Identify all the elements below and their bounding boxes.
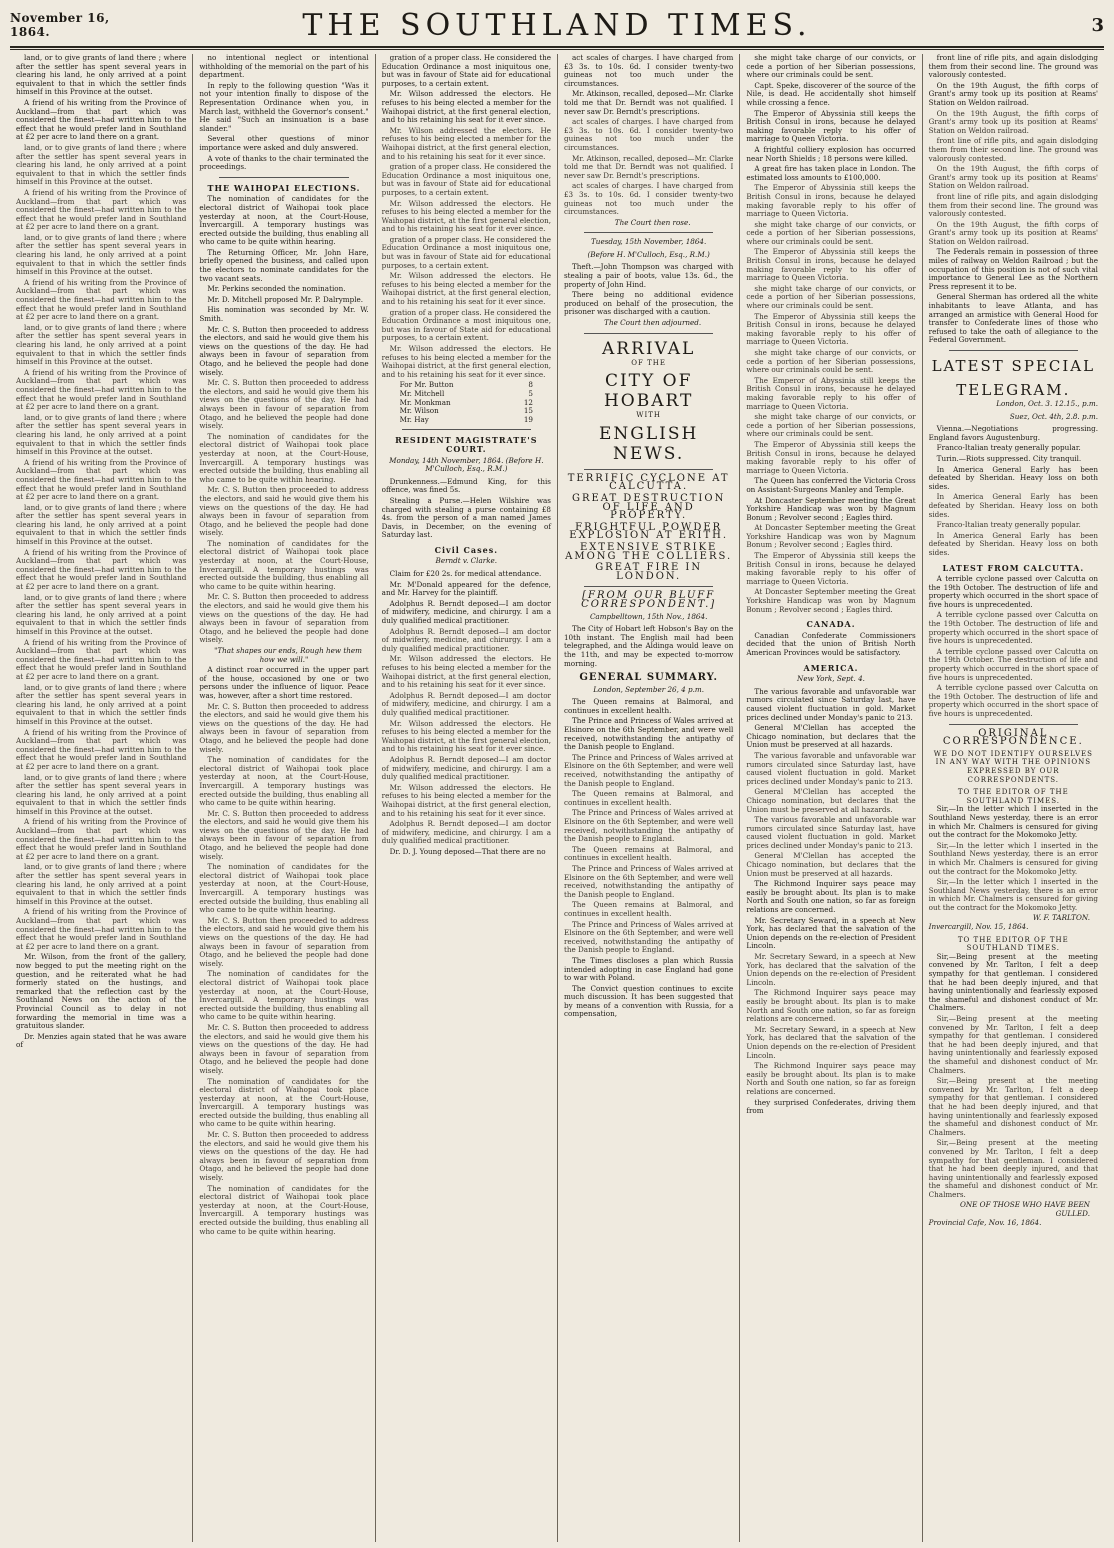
article-paragraph: land, or to give grants of land there ; where after the settler has spent several years in clearing his land, he only arrived at a point equivalent to that in which the settler finds himself in this Province at the outset.	[16, 54, 187, 97]
verse-quote: "That shapes our ends, Rough hew them how we will."	[214, 646, 362, 664]
article-paragraph: The Prince and Princess of Wales arrived at Elsinore on the 6th September, and were well received, notwithstanding the antipathy of the Danish people to England.	[563, 808, 734, 844]
article-continuation	[382, 127, 551, 380]
case-name: Berndt v. Clarke.	[435, 556, 498, 566]
article-paragraph: The nomination of candidates for the electoral district of Waihopai took place yesterday at noon, at the Court-House, Invercargill. A temporary hustings was erected outside the building, thus enabling all who came to be quite within hearing.	[199, 755, 369, 808]
to-the-editor: TO THE EDITOR OF THE SOUTHLAND TIMES.	[957, 935, 1069, 953]
poll-row: For Mr. Button 8	[399, 380, 533, 390]
article-paragraph: Mr. C. S. Button then proceeded to address the electors, and said he would give them his views on the questions of the day. He had always been in favour of separation from Otago, and he believed the people had done wisely.	[199, 808, 369, 861]
article-continuation	[16, 144, 186, 951]
article-continuation	[746, 524, 915, 614]
article-paragraph: Mr. Wilson, from the front of the gallery, now begged to put the meeting right on the question, and he reiterated what he had formerly stated on the hustings, and remarked that the reflection cast by the Southland News on the action of the Provincial Council as to delay in not forwarding the memorial in time was a gratuitous slander.	[16, 952, 187, 1031]
article-paragraph: In America General Early has been defeated by Sheridan. Heavy loss on both sides.	[928, 492, 1098, 519]
article-paragraph: Dr. Menzies again stated that he was aware of	[16, 1031, 187, 1050]
article-paragraph: A terrible cyclone passed over Calcutta on the 19th October. The destruction of life and property which occurred in the short space of five hours is unprecedented.	[928, 610, 1098, 646]
article-paragraph: Adolphus R. Berndt deposed—I am doctor of midwifery, medicine, and chirurgy. I am a duly qualified medical practitioner.	[381, 819, 551, 846]
headline-general-summary: GENERAL SUMMARY.	[579, 672, 718, 684]
letter-paragraph: Sir,—Being present at the meeting convened by Mr. Tarlton, I felt a deep sympathy for that gentleman. I considered that he had been deeply injured, and that having unintentionally and fearlessly exposed the shameful and dishonest conduct of Mr. Chalmers.	[928, 1014, 1098, 1075]
letter-paragraph: Sir,—Being present at the meeting convened by Mr. Tarlton, I felt a deep sympathy for that gentleman. I considered that he had been deeply injured, and that having unintentionally and fearlessly exposed the shameful and dishonest conduct of Mr. Chalmers.	[928, 1138, 1098, 1199]
article-paragraph: A friend of his writing from the Province of Auckland—from that part which was considered the finest—had written him to the effect that he would prefer land in Southland at £2 per acre to land there on a grant.	[16, 907, 187, 951]
article-paragraph: The Emperor of Abyssinia still keeps the British Consul in irons, because he delayed making favorable reply to his offer of marriage to Queen Victoria.	[746, 439, 916, 475]
article-paragraph: In America General Early has been defeated by Sheridan. Heavy loss on both sides.	[928, 464, 1098, 491]
letter-continuation	[929, 842, 1098, 913]
article-paragraph: At Doncaster September meeting the Great Yorkshire Handicap was won by Magnum Bonum ; Revolver second ; Eagles third.	[746, 523, 916, 550]
subhead-destruction: GREAT DESTRUCTION OF LIFE AND PROPERTY.	[571, 493, 726, 522]
poll-row: Mr. Wilson 15	[399, 406, 533, 416]
correspondent-line: [FROM OUR BLUFF CORRESPONDENT.]	[581, 590, 717, 610]
column-4	[557, 54, 739, 1542]
article-continuation	[564, 754, 733, 955]
article-paragraph: Mr. C. S. Button then proceeded to address the electors, and said he would give them his views on the questions of the day. He had always been in favour of separation from Otago, and he believed the people had done wisely.	[199, 1022, 369, 1075]
article-paragraph: A frightful colliery explosion has occurred near North Shields ; 18 persons were killed.	[746, 144, 916, 163]
article-paragraph: Mr. Wilson addressed the electors. He refuses to his being elected a member for the Waihopai district, at the first general election, and to his retaining his seat for it ever since.	[381, 654, 551, 690]
poll-result-table	[400, 381, 533, 424]
article-continuation	[382, 628, 551, 846]
issue-date: November 16, 1864.	[10, 11, 110, 39]
article-paragraph: she might take charge of our convicts, or cede a portion of her Siberian possessions, where our criminals could be sent.	[746, 54, 916, 80]
court-dateline: Tuesday, 15th November, 1864.	[591, 237, 707, 247]
disclaimer: WE DO NOT IDENTIFY OURSELVES IN ANY WAY WITH THE OPINIONS EXPRESSED BY OUR CORRESPONDENTS.	[933, 749, 1093, 784]
article-continuation	[929, 493, 1098, 557]
column-3	[375, 54, 557, 1542]
subhead-fire: GREAT FIRE IN LONDON.	[595, 562, 703, 582]
article-paragraph: Mr. Secretary Seward, in a speech at New York, has declared that the salvation of the Union depends on the re-election of President Lincoln.	[746, 915, 916, 951]
article-paragraph: she might take charge of our convicts, or cede a portion of her Siberian possessions, where our criminals could be sent.	[746, 219, 916, 246]
headline-telegram: TELEGRAM.	[956, 381, 1071, 399]
article-paragraph: The Convict question continues to excite much discussion. It has been suggested that by means of a convention with Russia, for a compensation,	[563, 983, 734, 1019]
masthead-rule	[10, 49, 1104, 50]
column-6	[922, 54, 1104, 1542]
column-2	[192, 54, 374, 1542]
headline-waihopai-elections: THE WAIHOPAI ELECTIONS.	[207, 182, 361, 193]
letter-paragraph: Sir,—In the letter which I inserted in the Southland News yesterday, there is an error in which Mr. Chalmers is censured for giving out the contract for the Mokomoko Jetty.	[928, 840, 1098, 876]
article-paragraph: His nomination was seconded by Mr. W. Smith.	[199, 305, 369, 324]
letter-paragraph: Sir,—Being present at the meeting convened by Mr. Tarlton, I felt a deep sympathy for that gentleman. I considered that he had been deeply injured, and that having unintentionally and fearlessly exposed the shameful and dishonest conduct of Mr. Chalmers.	[928, 1076, 1098, 1137]
article-paragraph: The Federals remain in possession of three miles of railway on Weldon Railroad ; but the occupation of this position is not of such vital importance to General Lee as the Northern Press represent it to be.	[928, 247, 1098, 291]
article-paragraph: A vote of thanks to the chair terminated the proceedings.	[199, 153, 369, 172]
article-paragraph: The various favorable and unfavorable war rumors circulated since Saturday last, have caused violent fluctuation in gold. Market prices declined under Monday's panic to 213.	[746, 815, 916, 850]
article-paragraph: Mr. Wilson addressed the electors. He refuses to his being elected a member for the Waihopai district, at the first general election, and to his retaining his seat for it ever since.	[381, 271, 551, 307]
section-divider	[584, 469, 713, 470]
article-paragraph: A friend of his writing from the Province of Auckland—from that part which was considered the finest—had written him to the effect that he would prefer land in Southland at £2 per acre to land there on a grant.	[16, 547, 187, 592]
article-paragraph: The Queen has conferred the Victoria Cross on Assistant-Surgeons Manley and Temple.	[746, 476, 916, 494]
article-continuation	[199, 703, 368, 1237]
subhead-cyclone: TERRIFIC CYCLONE AT CALCUTTA.	[567, 472, 730, 493]
article-paragraph: act scales of charges. I have charged from £3 3s. to 10s. 6d. I consider twenty-two guineas not too much under the circumstances.	[563, 54, 734, 88]
article-paragraph: Mr. C. S. Button then proceeded to address the electors, and said he would give them his views on the questions of the day. He had always been in favour of separation from Otago, and he believed the people had done wisely.	[199, 324, 369, 377]
article-paragraph: Mr. Secretary Seward, in a speech at New York, has declared that the salvation of the Union depends on the re-election of President Lincoln.	[746, 1024, 916, 1060]
section-divider	[219, 177, 348, 178]
article-paragraph: land, or to give grants of land there ; where after the settler has spent several years in clearing his land, he only arrived at a point equivalent to that in which the settler finds himself in this Province at the outset.	[16, 682, 187, 726]
court-adjourned: The Court then adjourned.	[604, 318, 702, 328]
article-paragraph: act scales of charges. I have charged from £3 3s. to 10s. 6d. I consider twenty-two guineas not too much under the circumstances.	[563, 117, 734, 152]
article-continuation	[929, 611, 1098, 718]
headline-city-of-hobart: CITY OF HOBART	[603, 371, 694, 412]
article-paragraph: A terrible cyclone passed over Calcutta on the 19th October. The destruction of life and property which occurred in the short space of five hours is unprecedented.	[928, 574, 1098, 609]
headline-with: WITH	[636, 411, 662, 420]
poll-row: Mr. Mitchell 5	[399, 388, 533, 398]
dateline: London, September 26, 4 p.m.	[593, 684, 705, 694]
article-continuation	[746, 184, 915, 475]
article-paragraph: Mr. C. S. Button then proceeded to address the electors, and said he would give them his views on the questions of the day. He had always been in favour of separation from Otago, and he believed the people had done wisely.	[199, 378, 369, 431]
article-paragraph: The nomination of candidates for the electoral district of Waihopai took place yesterday at noon, at the Court-House, Invercargill. A temporary hustings was erected outside the building, thus enabling all who came to be quite within hearing.	[199, 538, 369, 591]
article-paragraph: land, or to give grants of land there ; where after the settler has spent several years in clearing his land, he only arrived at a point equivalent to that in which the settler finds himself in this Province at the outset.	[16, 772, 187, 816]
article-paragraph: Mr. Wilson addressed the electors. He refuses to his being elected a member for the Waihopai district, at the first general election, and to his retaining his seat for it ever since.	[381, 344, 551, 379]
article-paragraph: There being no additional evidence produced on behalf of the prosecution, the prisoner was discharged with a caution.	[563, 290, 734, 317]
article-paragraph: Adolphus R. Berndt deposed—I am doctor of midwifery, medicine, and chirurgy. I am a duly qualified medical practitioner.	[381, 598, 551, 626]
article-paragraph: Mr. Wilson addressed the electors. He refuses to his being elected a member for the Waihopai district, at the first general election, and to his retaining his seat for it ever since.	[381, 89, 551, 125]
article-paragraph: A friend of his writing from the Province of Auckland—from that part which was considered the finest—had written him to the effect that he would prefer land in Southland at £2 per acre to land there on a grant.	[16, 637, 187, 681]
article-paragraph: Mr. Wilson addressed the electors. He refuses to his being elected a member for the Waihopai district, at the first general election, and to his retaining his seat for it ever since.	[381, 198, 551, 234]
article-paragraph: Mr. Atkinson, recalled, deposed—Mr. Clarke told me that Dr. Berndt was not qualified. I never saw Dr. Berndt's prescriptions.	[563, 89, 734, 116]
article-paragraph: land, or to give grants of land there ; where after the settler has spent several years in clearing his land, he only arrived at a point equivalent to that in which the settler finds himself in this Province at the outset.	[16, 412, 187, 457]
article-paragraph: The nomination of candidates for the electoral district of Waihopai took place yesterday at noon, at the Court-House, Invercargill. A temporary hustings was erected outside the building, thus enabling all who came to be quite within hearing.	[199, 194, 369, 247]
section-divider	[402, 429, 531, 430]
article-paragraph: A friend of his writing from the Province of Auckland—from that part which was considered the finest—had written him to the effect that he would prefer land in Southland at £2 per acre to land there on a grant.	[16, 457, 187, 502]
article-paragraph: A terrible cyclone passed over Calcutta on the 19th October. The destruction of life and property which occurred in the short space of five hours is unprecedented.	[928, 683, 1098, 718]
section-divider	[584, 333, 713, 334]
article-paragraph: A friend of his writing from the Province of Auckland—from that part which was considered the finest—had written him to the effect that he would prefer land in Southland at £2 per acre to land there on a grant.	[16, 367, 187, 412]
section-divider	[949, 724, 1078, 725]
column-5	[739, 54, 921, 1542]
subhead-explosion: FRIGHTFUL POWDER EXPLOSION AT ERITH.	[569, 521, 729, 542]
article-paragraph: Mr. Wilson addressed the electors. He refuses to his being elected a member for the Waihopai district, at the first general election, and to his retaining his seat for it ever since.	[381, 782, 551, 818]
article-paragraph: gration of a proper class. He considered the Education Ordinance a most iniquitous one, but was in favour of State aid for educational purposes, to a certain extent.	[381, 54, 551, 88]
article-paragraph: Adolphus R. Berndt deposed—I am doctor of midwifery, medicine, and chirurgy. I am a duly qualified medical practitioner.	[381, 626, 551, 653]
article-paragraph: The nomination of candidates for the electoral district of Waihopai took place yesterday at noon, at the Court-House, Invercargill. A temporary hustings was erected outside the building, thus enabling all who came to be quite within hearing.	[199, 1076, 369, 1129]
article-paragraph: The Times discloses a plan which Russia intended adopting in case England had gone to war with Poland.	[563, 955, 734, 983]
article-paragraph: The Prince and Princess of Wales arrived at Elsinore on the 6th September, and were well received, notwithstanding the antipathy of the Danish people to England.	[563, 863, 734, 899]
dateline: Campbelltown, 15th Nov., 1864.	[589, 611, 708, 621]
article-paragraph: On the 19th August, the fifth corps of Grant's army took up its position at Reams' Station on Weldon railroad.	[928, 80, 1098, 107]
article-paragraph: The Emperor of Abyssinia still keeps the British Consul in irons, because he delayed making favorable reply to his offer of marriage to Queen Victoria.	[746, 311, 916, 347]
article-paragraph: Mr. C. S. Button then proceeded to address the electors, and said he would give them his views on the questions of the day. He had always been in favour of separation from Otago, and he believed the people had done wisely.	[199, 701, 369, 754]
article-paragraph: front line of rifle pits, and again dislodging them from their second line. The ground was valorously contested.	[928, 191, 1098, 219]
article-paragraph: land, or to give grants of land there ; where after the settler has spent several years in clearing his land, he only arrived at a point equivalent to that in which the settler finds himself in this Province at the outset.	[16, 232, 187, 277]
article-continuation	[746, 953, 915, 1097]
article-paragraph: The Prince and Princess of Wales arrived at Elsinore on the 6th September, and were well received, notwithstanding the antipathy of the Danish people to England.	[563, 919, 734, 955]
article-paragraph: The Richmond Inquirer says peace may easily be brought about. Its plan is to make North and South one nation, so far as foreign relations are concerned.	[746, 1061, 916, 1096]
article-paragraph: Canadian Confederate Commissioners decided that the union of British North American Provinces would be satisfactory.	[746, 630, 916, 657]
article-paragraph: A friend of his writing from the Province of Auckland—from that part which was considered the finest—had written him to the effect that he would prefer land in Southland at £2 per acre to land there on a grant.	[16, 277, 187, 322]
dateline: Suez, Oct. 4th, 2.8. p.m.	[1009, 411, 1098, 421]
article-paragraph: The Richmond Inquirer says peace may easily be brought about. Its plan is to make North and South one nation, so far as foreign relations are concerned.	[746, 879, 916, 915]
article-paragraph: land, or to give grants of land there ; where after the settler has spent several years in clearing his land, he only arrived at a point equivalent to that in which the settler finds himself in this Province at the outset.	[16, 322, 187, 367]
headline-civil-cases: Civil Cases.	[434, 544, 498, 555]
headline-canada: CANADA.	[806, 619, 856, 630]
article-paragraph: they surprised Confederates, driving them from	[746, 1097, 916, 1116]
article-paragraph: On the 19th August, the fifth corps of Grant's army took up its position at Reams' Station on Weldon railroad.	[928, 164, 1098, 191]
article-paragraph: front line of rifle pits, and again dislodging them from their second line. The ground was valorously contested.	[928, 136, 1098, 163]
article-continuation	[199, 379, 368, 645]
article-paragraph: At Doncaster September meeting the Great Yorkshire Handicap was won by Magnum Bonum ; Revolver second ; Eagles third.	[746, 587, 916, 614]
article-paragraph: In reply to the following question "Was it not your intention finally to dispose of the Representation Ordinance when you, in March last, withheld the Governor's consent." He said "Such an insinuation is a base slander."	[199, 80, 369, 133]
letter-place: Provincial Cafe, Nov. 16, 1864.	[928, 1217, 1042, 1227]
article-paragraph: Capt. Speke, discoverer of the source of the Nile, is dead. He accidentally shot himself while crossing a fence.	[746, 80, 916, 107]
article-paragraph: land, or to give grants of land there ; where after the settler has spent several years in clearing his land, he only arrived at a point equivalent to that in which the settler finds himself in this Province at the outset.	[16, 142, 187, 187]
article-paragraph: Mr. D. Mitchell proposed Mr. P. Dalrymple.	[207, 294, 364, 304]
section-divider	[584, 232, 713, 233]
article-continuation	[746, 752, 915, 878]
court-dateline: Monday, 14th November, 1864. (Before H. M'Culloch, Esq., R.M.)	[389, 455, 544, 474]
article-paragraph: The Queen remains at Balmoral, and continues in excellent health.	[563, 789, 734, 807]
article-paragraph: land, or to give grants of land there ; where after the settler has spent several years in clearing his land, he only arrived at a point equivalent to that in which the settler finds himself in this Province at the outset.	[16, 592, 187, 636]
article-continuation	[564, 118, 733, 217]
article-paragraph: Stealing a Purse.—Helen Wilshire was charged with stealing a purse containing £8 4s. from the person of a man named James Davis, in December, on the evening of Saturday last.	[381, 495, 551, 540]
article-paragraph: Dr. D. J. Young deposed—That there are no	[389, 846, 546, 856]
poll-row: Mr. Hay 19	[399, 414, 533, 424]
article-paragraph: Mr. Secretary Seward, in a speech at New York, has declared that the salvation of the Union depends on the re-election of President Lincoln.	[746, 952, 916, 987]
article-paragraph: At Doncaster September meeting the Great Yorkshire Handicap was won by Magnum Bonum ; Revolver second ; Eagles third.	[746, 495, 916, 522]
article-paragraph: she might take charge of our convicts, or cede a portion of her Siberian possessions, where our criminals could be sent.	[746, 348, 916, 375]
section-divider	[584, 586, 713, 587]
article-paragraph: The nomination of candidates for the electoral district of Waihopai took place yesterday at noon, at the Court-House, Invercargill. A temporary hustings was erected outside the building, thus enabling all who came to be quite within hearing.	[199, 1183, 369, 1236]
article-paragraph: The City of Hobart left Hobson's Bay on the 10th instant. The English mail had been telegraphed, and the Aldinga would leave on the 11th, and may be expected to-morrow morning.	[563, 624, 734, 668]
dateline: London, Oct. 3. 12.15., p.m.	[996, 399, 1098, 408]
article-paragraph: Turin.—Riots suppressed. City tranquil.	[936, 453, 1082, 463]
article-paragraph: Claim for £20 2s. for medical attendance.	[389, 569, 542, 579]
letter-place: Invercargill, Nov. 15, 1864.	[928, 922, 1029, 932]
article-paragraph: A friend of his writing from the Province of Auckland—from that part which was considered the finest—had written him to the effect that he would prefer land in Southland at £2 per acre to land there on a grant.	[16, 97, 187, 142]
article-paragraph: she might take charge of our convicts, or cede a portion of her Siberian possessions, where our criminals could be sent.	[746, 412, 916, 439]
article-paragraph: no intentional neglect or intentional withholding of the memorial on the part of his department.	[199, 54, 369, 80]
article-paragraph: General M'Clellan has accepted the Chicago nomination, but declares that the Union must be preserved at all hazards.	[746, 851, 916, 878]
headline-latest-special: LATEST SPECIAL	[931, 357, 1096, 375]
article-paragraph: A friend of his writing from the Province of Auckland—from that part which was considered the finest—had written him to the effect that he would prefer land in Southland at £2 per acre to land there on a grant.	[16, 727, 187, 771]
article-paragraph: she might take charge of our convicts, or cede a portion of her Siberian possessions, where our criminals could be sent.	[746, 283, 916, 311]
article-paragraph: Mr. Wilson addressed the electors. He refuses to his being elected a member for the Waihopai district, at the first general election, and to his retaining his seat for it ever since.	[381, 718, 551, 754]
article-paragraph: Mr. Wilson addressed the electors. He refuses to his being elected a member for the Waihopai district, at the first general election, and to his retaining his seat for it ever since.	[381, 125, 551, 161]
article-paragraph: The Returning Officer, Mr. John Hare, briefly opened the business, and called upon the electors to nominate candidates for the two vacant seats.	[199, 247, 369, 283]
article-paragraph: The Emperor of Abyssinia still keeps the British Consul in irons, because he delayed making favorable reply to his offer of marriage to Queen Victoria.	[746, 247, 916, 283]
letter-signature: ONE OF THOSE WHO HAVE BEEN GULLED.	[959, 1200, 1090, 1219]
article-paragraph: gration of a proper class. He considered the Education Ordinance a most iniquitous one, but was in favour of State aid for educational purposes, to a certain extent.	[381, 307, 551, 343]
article-paragraph: The Emperor of Abyssinia still keeps the British Consul in irons, because he delayed making favorable reply to his offer of marriage to Queen Victoria.	[746, 375, 916, 411]
article-paragraph: Mr. M'Donald appeared for the defence, and Mr. Harvey for the plaintiff.	[381, 579, 551, 598]
newspaper-columns	[10, 54, 1104, 1542]
headline-latest-from-calcutta: LATEST FROM CALCUTTA.	[942, 562, 1085, 573]
article-paragraph: land, or to give grants of land there ; where after the settler has spent several years in clearing his land, he only arrived at a point equivalent to that in which the settler finds himself in this Province at the outset.	[16, 502, 187, 547]
article-paragraph: General Sherman has ordered all the white inhabitants to leave Atlanta, and has arranged an armistice with General Hood for transfer to Confederate lines of those who refused to take the oath of allegiance to the Federal Government.	[928, 292, 1098, 345]
article-paragraph: On the 19th August, the fifth corps of Grant's army took up its position at Reams' Station on Weldon railroad.	[928, 219, 1098, 246]
article-paragraph: The Prince and Princess of Wales arrived at Elsinore on the 6th September, and were well received, notwithstanding the antipathy of the Danish people to England.	[563, 716, 734, 752]
article-paragraph: Adolphus R. Berndt deposed—I am doctor of midwifery, medicine, and chirurgy. I am a duly qualified medical practitioner.	[381, 754, 551, 782]
article-paragraph: A friend of his writing from the Province of Auckland—from that part which was considered the finest—had written him to the effect that he would prefer land in Southland at £2 per acre to land there on a grant.	[16, 187, 187, 232]
letter-paragraph: Sir,—In the letter which I inserted in the Southland News yesterday, there is an error in which Mr. Chalmers is censured for giving out the contract for the Mokomoko Jetty.	[928, 804, 1098, 840]
article-paragraph: A great fire has taken place in London. The estimated loss amounts to £100,000.	[746, 164, 916, 182]
court-rose: The Court then rose.	[614, 217, 691, 227]
article-paragraph: The nomination of candidates for the electoral district of Waihopai took place yesterday at noon, at the Court-House, Invercargill. A temporary hustings was erected outside the building, thus enabling all who came to be quite within hearing.	[199, 969, 369, 1022]
article-paragraph: Franco-Italian treaty generally popular.	[936, 520, 1081, 530]
letter-paragraph: Sir,—In the letter which I inserted in the Southland News yesterday, there is an error in which Mr. Chalmers is censured for giving out the contract for the Mokomoko Jetty.	[928, 877, 1098, 912]
article-paragraph: The nomination of candidates for the electoral district of Waihopai took place yesterday at noon, at the Court-House, Invercargill. A temporary hustings was erected outside the building, thus enabling all who came to be quite within hearing.	[199, 862, 369, 915]
article-paragraph: Mr. C. S. Button then proceeded to address the electors, and said he would give them his views on the questions of the day. He had always been in favour of separation from Otago, and he believed the people had done wisely.	[199, 915, 369, 968]
article-paragraph: The Emperor of Abyssinia still keeps the British Consul in irons, because he delayed making favorable reply to his offer of marriage to Queen Victoria.	[746, 551, 916, 586]
article-paragraph: Franco-Italian treaty generally popular.	[936, 443, 1081, 453]
article-paragraph: The various favorable and unfavorable war rumors circulated since Saturday last, have caused violent fluctuation in gold. Market prices declined under Monday's panic to 213.	[746, 750, 916, 786]
article-paragraph: The nomination of candidates for the electoral district of Waihopai took place yesterday at noon, at the Court-House, Invercargill. A temporary hustings was erected outside the building, thus enabling all who came to be quite within hearing.	[199, 431, 369, 484]
headline-of-the: OF THE	[631, 358, 667, 367]
letter-continuation	[929, 1015, 1098, 1199]
page-number: 3	[1091, 14, 1104, 36]
headline-english-news: ENGLISH NEWS.	[598, 423, 699, 464]
poll-row: Mr. Monkman 12	[399, 397, 533, 407]
masthead	[10, 4, 1104, 48]
article-paragraph: A terrible cyclone passed over Calcutta on the 19th October. The destruction of life and property which occurred in the short space of five hours is unprecedented.	[928, 646, 1098, 682]
dateline: New York, Sept. 4.	[797, 674, 865, 684]
article-paragraph: Mr. C. S. Button then proceeded to address the electors, and said he would give them his views on the questions of the day. He had always been in favour of separation from Otago, and he believed the people had done wisely.	[199, 592, 369, 645]
article-paragraph: In America General Early has been defeated by Sheridan. Heavy loss on both sides.	[928, 530, 1098, 557]
court-magistrate: (Before H. M'Culloch, Esq., R.M.)	[587, 249, 710, 259]
to-the-editor: TO THE EDITOR OF THE SOUTHLAND TIMES.	[957, 788, 1069, 805]
article-paragraph: Adolphus R. Berndt deposed—I am doctor of midwifery, medicine, and chirurgy. I am a duly qualified medical practitioner.	[381, 690, 551, 717]
letter-signature: W. F. TARLTON.	[1032, 913, 1090, 923]
article-paragraph: Mr. C. S. Button then proceeded to address the electors, and said he would give them his views on the questions of the day. He had always been in favour of separation from Otago, and he believed the people had done wisely.	[199, 1130, 369, 1183]
newspaper-title: THE SOUTHLAND TIMES.	[302, 7, 812, 43]
article-paragraph: General M'Clellan has accepted the Chicago nomination, but declares that the Union must be preserved at all hazards.	[746, 787, 916, 814]
article-paragraph: The Prince and Princess of Wales arrived at Elsinore on the 6th September, and were well received, notwithstanding the antipathy of the Danish people to England.	[563, 752, 734, 788]
article-paragraph: The various favorable and unfavorable war rumors circulated since Saturday last, have caused violent fluctuation in gold. Market prices declined under Monday's panic to 213.	[746, 686, 916, 722]
article-paragraph: Several other questions of minor importance were asked and duly answered.	[199, 134, 369, 152]
article-paragraph: land, or to give grants of land there ; where after the settler has spent several years in clearing his land, he only arrived at a point equivalent to that in which the settler finds himself in this Province at the outset.	[16, 862, 187, 906]
section-divider	[949, 350, 1078, 351]
article-paragraph: The Queen remains at Balmoral, and continues in excellent health.	[563, 844, 734, 863]
article-paragraph: The Richmond Inquirer says peace may easily be brought about. Its plan is to make North and South one nation, so far as foreign relations are concerned.	[746, 988, 916, 1024]
article-paragraph: Mr. C. S. Button then proceeded to address the electors, and said he would give them his views on the questions of the day. He had always been in favour of separation from Otago, and he believed the people had done wisely.	[199, 485, 369, 538]
headline-resident-magistrates-court: RESIDENT MAGISTRATE'S COURT.	[395, 435, 538, 454]
article-paragraph: A distinct roar occurred in the upper part of the house, occasioned by one or two persons under the influence of liquor. Peace was, however, after a short time restored.	[199, 665, 369, 700]
subhead-strike: EXTENSIVE STRIKE AMONG THE COLLIERS.	[565, 541, 733, 562]
article-paragraph: Drunkenness.—Edmund King, for this offence, was fined 5s.	[381, 476, 551, 495]
article-paragraph: The Queen remains at Balmoral, and continues in excellent health.	[563, 900, 734, 918]
column-1	[10, 54, 192, 1542]
article-paragraph: Vienna.—Negotiations progressing. England favors Augustenburg.	[928, 424, 1098, 442]
headline-arrival: ARRIVAL	[602, 338, 696, 359]
article-paragraph: General M'Clellan has accepted the Chicago nomination, but declares that the Union must be preserved at all hazards.	[746, 723, 916, 750]
article-paragraph: Theft.—John Thompson was charged with stealing a pair of boots, value 13s. 6d., the property of John Hind.	[563, 262, 734, 289]
article-paragraph: The Emperor of Abyssinia still keeps the British Consul in irons, because he delayed making favorable reply to his offer of marriage to Queen Victoria.	[746, 108, 916, 144]
headline-america: AMERICA.	[803, 662, 859, 673]
article-continuation	[929, 110, 1098, 247]
article-paragraph: Mr. Atkinson, recalled, deposed—Mr. Clarke told me that Dr. Berndt was not qualified. I never saw Dr. Berndt's prescriptions.	[563, 153, 734, 180]
letter-paragraph: Sir,—Being present at the meeting convened by Mr. Tarlton, I felt a deep sympathy for that gentleman. I considered that he had been deeply injured, and that having unintentionally and fearlessly exposed the shameful and dishonest conduct of Mr. Chalmers.	[928, 951, 1098, 1013]
article-paragraph: The Emperor of Abyssinia still keeps the British Consul in irons, because he delayed making favorable reply to his offer of marriage to Queen Victoria.	[746, 183, 916, 219]
article-paragraph: Mr. Perkins seconded the nomination.	[207, 284, 346, 294]
headline-original-correspondence: ORIGINAL CORRESPONDENCE.	[942, 727, 1084, 748]
article-paragraph: The Queen remains at Balmoral, and continues in excellent health.	[563, 697, 734, 715]
article-paragraph: gration of a proper class. He considered the Education Ordinance a most iniquitous one, but was in favour of State aid for educational purposes, to a certain extent.	[381, 234, 551, 270]
article-paragraph: act scales of charges. I have charged from £3 3s. to 10s. 6d. I consider twenty-two guineas not too much under the circumstances.	[563, 181, 734, 217]
article-paragraph: On the 19th August, the fifth corps of Grant's army took up its position at Reams' Station on Weldon railroad.	[928, 108, 1098, 135]
article-paragraph: front line of rifle pits, and again dislodging them from their second line. The ground was valorously contested.	[928, 54, 1098, 80]
article-paragraph: gration of a proper class. He considered the Education Ordinance a most iniquitous one, but was in favour of State aid for educational purposes, to a certain extent.	[381, 162, 551, 197]
article-paragraph: A friend of his writing from the Province of Auckland—from that part which was considered the finest—had written him to the effect that he would prefer land in Southland at £2 per acre to land there on a grant.	[16, 817, 187, 861]
